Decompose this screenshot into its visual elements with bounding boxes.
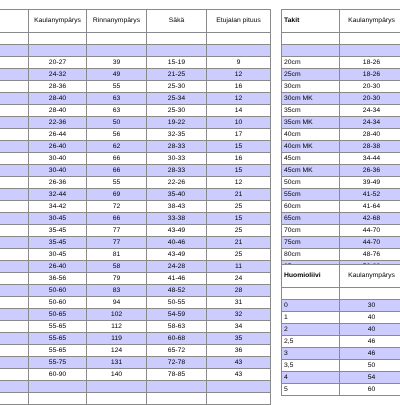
takit-row bbox=[282, 57, 400, 69]
main-cell: 77 bbox=[87, 237, 147, 249]
main-row bbox=[0, 45, 271, 57]
main-cell: 55-65 bbox=[29, 321, 87, 333]
main-cell: 36-56 bbox=[29, 273, 87, 285]
main-cell: 22-36 bbox=[29, 117, 87, 129]
huomio-cell bbox=[340, 288, 400, 300]
main-cell: 62 bbox=[87, 141, 147, 153]
takit-column-header: Takit bbox=[282, 10, 340, 33]
huomio-cell: 46 bbox=[340, 336, 400, 348]
main-cell: 24 bbox=[207, 273, 271, 285]
huomio-row bbox=[282, 324, 400, 336]
huomio-header-row bbox=[282, 265, 400, 288]
main-row bbox=[0, 33, 271, 45]
main-cell: 32 bbox=[207, 309, 271, 321]
main-cell: 140 bbox=[87, 369, 147, 381]
main-cell: 43-49 bbox=[147, 225, 207, 237]
main-cell: 78-85 bbox=[147, 369, 207, 381]
takit-cell: 20-30 bbox=[340, 81, 400, 93]
main-cell: 26-44 bbox=[29, 129, 87, 141]
huomio-cell: 54 bbox=[340, 372, 400, 384]
huomio-cell: 50 bbox=[340, 360, 400, 372]
main-row bbox=[0, 57, 271, 69]
main-cell bbox=[0, 345, 29, 357]
huomio-row bbox=[282, 372, 400, 384]
main-cell bbox=[207, 393, 271, 405]
takit-row bbox=[282, 201, 400, 213]
takit-row bbox=[282, 189, 400, 201]
takit-cell bbox=[282, 33, 340, 45]
main-row bbox=[0, 165, 271, 177]
main-cell bbox=[0, 141, 29, 153]
dog-size-table bbox=[0, 9, 271, 405]
takit-cell: 28-40 bbox=[340, 129, 400, 141]
main-cell: 14 bbox=[207, 105, 271, 117]
main-row bbox=[0, 357, 271, 369]
main-row bbox=[0, 129, 271, 141]
main-cell: 30-33 bbox=[147, 153, 207, 165]
main-cell bbox=[207, 381, 271, 393]
main-cell: 26-40 bbox=[29, 141, 87, 153]
main-cell bbox=[147, 45, 207, 57]
main-cell: 55-65 bbox=[29, 345, 87, 357]
main-cell bbox=[0, 45, 29, 57]
takit-row bbox=[282, 165, 400, 177]
main-cell bbox=[0, 369, 29, 381]
main-cell: 66 bbox=[87, 153, 147, 165]
huomio-row bbox=[282, 384, 400, 396]
huomio-row bbox=[282, 300, 400, 312]
main-cell: 12 bbox=[207, 69, 271, 81]
main-cell: 41-46 bbox=[147, 273, 207, 285]
main-row bbox=[0, 177, 271, 189]
huomio-cell: 5 bbox=[282, 384, 340, 396]
main-cell: 35-45 bbox=[29, 237, 87, 249]
takit-cell: 60cm bbox=[282, 201, 340, 213]
main-cell: 9 bbox=[207, 57, 271, 69]
main-cell bbox=[87, 45, 147, 57]
main-row bbox=[0, 93, 271, 105]
main-cell: 81 bbox=[87, 249, 147, 261]
main-column-header: Rinnanympärys bbox=[87, 10, 147, 33]
takit-row bbox=[282, 225, 400, 237]
main-cell bbox=[87, 33, 147, 45]
main-cell bbox=[0, 297, 29, 309]
main-cell: 15 bbox=[207, 213, 271, 225]
main-cell: 112 bbox=[87, 321, 147, 333]
takit-row bbox=[282, 237, 400, 249]
main-cell: 21 bbox=[207, 189, 271, 201]
takit-cell: 55cm bbox=[282, 189, 340, 201]
huomio-row bbox=[282, 288, 400, 300]
main-cell bbox=[0, 189, 29, 201]
main-cell bbox=[0, 33, 29, 45]
takit-cell: 39-49 bbox=[340, 177, 400, 189]
huomio-cell: 3 bbox=[282, 348, 340, 360]
main-cell: 50 bbox=[87, 117, 147, 129]
main-cell: 63 bbox=[87, 93, 147, 105]
main-header-row bbox=[0, 10, 271, 33]
huomio-cell: 30 bbox=[340, 300, 400, 312]
takit-row bbox=[282, 105, 400, 117]
main-cell bbox=[147, 33, 207, 45]
main-cell: 21 bbox=[207, 237, 271, 249]
huomioliivi-size-table bbox=[281, 264, 400, 396]
main-cell bbox=[207, 33, 271, 45]
takit-cell: 42-68 bbox=[340, 213, 400, 225]
main-cell bbox=[0, 165, 29, 177]
main-cell bbox=[0, 309, 29, 321]
main-cell: 60-90 bbox=[29, 369, 87, 381]
main-cell bbox=[0, 177, 29, 189]
takit-row bbox=[282, 81, 400, 93]
takit-cell bbox=[282, 45, 340, 57]
takit-cell: 20cm bbox=[282, 57, 340, 69]
main-cell: 26-36 bbox=[29, 177, 87, 189]
main-cell: 30-45 bbox=[29, 213, 87, 225]
takit-cell: 18-26 bbox=[340, 57, 400, 69]
takit-cell: 75cm bbox=[282, 237, 340, 249]
main-cell bbox=[0, 201, 29, 213]
main-row bbox=[0, 333, 271, 345]
main-cell: 131 bbox=[87, 357, 147, 369]
main-cell: 58 bbox=[87, 261, 147, 273]
main-cell: 56 bbox=[87, 129, 147, 141]
main-row bbox=[0, 69, 271, 81]
main-cell: 28-33 bbox=[147, 165, 207, 177]
main-cell bbox=[0, 393, 29, 405]
huomio-cell: 1 bbox=[282, 312, 340, 324]
main-cell: 35-45 bbox=[29, 225, 87, 237]
main-cell: 11 bbox=[207, 261, 271, 273]
main-cell: 119 bbox=[87, 333, 147, 345]
main-cell: 24-32 bbox=[29, 69, 87, 81]
main-cell: 32-44 bbox=[29, 189, 87, 201]
main-cell: 25 bbox=[207, 201, 271, 213]
main-cell: 26-40 bbox=[29, 261, 87, 273]
main-cell: 43-49 bbox=[147, 249, 207, 261]
huomio-row bbox=[282, 336, 400, 348]
main-cell: 28-40 bbox=[29, 93, 87, 105]
takit-cell: 35cm MK bbox=[282, 117, 340, 129]
main-cell: 94 bbox=[87, 297, 147, 309]
main-cell: 79 bbox=[87, 273, 147, 285]
huomio-column-header: Huomioliivi bbox=[282, 265, 340, 288]
main-cell: 55 bbox=[87, 81, 147, 93]
takit-row bbox=[282, 69, 400, 81]
takit-row bbox=[282, 45, 400, 57]
main-row bbox=[0, 309, 271, 321]
main-cell: 77 bbox=[87, 225, 147, 237]
main-cell: 50-60 bbox=[29, 285, 87, 297]
takit-row bbox=[282, 93, 400, 105]
main-cell bbox=[147, 393, 207, 405]
main-cell: 38-43 bbox=[147, 201, 207, 213]
main-cell: 58-63 bbox=[147, 321, 207, 333]
huomio-cell: 40 bbox=[340, 312, 400, 324]
main-row bbox=[0, 189, 271, 201]
main-cell: 12 bbox=[207, 177, 271, 189]
huomio-cell: 4 bbox=[282, 372, 340, 384]
main-row bbox=[0, 81, 271, 93]
main-row bbox=[0, 321, 271, 333]
main-cell bbox=[147, 381, 207, 393]
main-cell bbox=[0, 129, 29, 141]
main-cell: 124 bbox=[87, 345, 147, 357]
huomio-row bbox=[282, 360, 400, 372]
main-cell bbox=[0, 69, 29, 81]
main-cell bbox=[0, 213, 29, 225]
takit-header-row bbox=[282, 10, 400, 33]
main-cell: 66 bbox=[87, 165, 147, 177]
takit-row bbox=[282, 141, 400, 153]
takit-row bbox=[282, 153, 400, 165]
main-cell: 20-27 bbox=[29, 57, 87, 69]
main-cell bbox=[207, 45, 271, 57]
main-cell bbox=[0, 225, 29, 237]
main-cell: 28-36 bbox=[29, 81, 87, 93]
main-cell: 17 bbox=[207, 129, 271, 141]
main-row bbox=[0, 201, 271, 213]
main-row bbox=[0, 249, 271, 261]
main-cell: 25 bbox=[207, 249, 271, 261]
takit-cell: 25cm bbox=[282, 69, 340, 81]
main-cell bbox=[0, 153, 29, 165]
takit-row bbox=[282, 117, 400, 129]
takit-cell: 40cm bbox=[282, 129, 340, 141]
main-cell: 55 bbox=[87, 177, 147, 189]
main-cell: 72-78 bbox=[147, 357, 207, 369]
main-column-header bbox=[0, 10, 29, 33]
takit-cell bbox=[340, 33, 400, 45]
takit-row bbox=[282, 177, 400, 189]
main-cell: 34 bbox=[207, 321, 271, 333]
main-cell bbox=[87, 393, 147, 405]
main-cell bbox=[0, 285, 29, 297]
main-cell: 50-65 bbox=[29, 309, 87, 321]
takit-row bbox=[282, 213, 400, 225]
main-row bbox=[0, 237, 271, 249]
main-cell: 30-40 bbox=[29, 165, 87, 177]
main-cell bbox=[0, 93, 29, 105]
main-cell: 66 bbox=[87, 213, 147, 225]
main-cell bbox=[0, 357, 29, 369]
main-cell bbox=[0, 321, 29, 333]
takit-cell: 45cm MK bbox=[282, 165, 340, 177]
main-cell: 36 bbox=[207, 345, 271, 357]
huomio-column-header: Kaulanympärys bbox=[340, 265, 400, 288]
main-cell: 48-52 bbox=[147, 285, 207, 297]
main-row bbox=[0, 369, 271, 381]
takit-cell bbox=[340, 45, 400, 57]
takit-cell: 41-64 bbox=[340, 201, 400, 213]
main-cell: 30-40 bbox=[29, 153, 87, 165]
takit-cell: 24-34 bbox=[340, 105, 400, 117]
main-cell: 16 bbox=[207, 81, 271, 93]
takit-cell: 44-70 bbox=[340, 237, 400, 249]
main-row bbox=[0, 273, 271, 285]
main-cell bbox=[0, 381, 29, 393]
main-cell: 12 bbox=[207, 93, 271, 105]
takit-cell: 35cm bbox=[282, 105, 340, 117]
main-cell: 60-68 bbox=[147, 333, 207, 345]
main-cell: 24-28 bbox=[147, 261, 207, 273]
takit-column-header: Kaulanympärys bbox=[340, 10, 400, 33]
main-row bbox=[0, 117, 271, 129]
main-cell: 102 bbox=[87, 309, 147, 321]
main-cell bbox=[0, 261, 29, 273]
huomio-cell: 40 bbox=[340, 324, 400, 336]
main-cell bbox=[0, 237, 29, 249]
huomio-cell bbox=[282, 288, 340, 300]
main-cell: 21-25 bbox=[147, 69, 207, 81]
main-row bbox=[0, 153, 271, 165]
main-cell: 15-19 bbox=[147, 57, 207, 69]
main-cell bbox=[0, 57, 29, 69]
main-column-header: Etujalan pituus bbox=[207, 10, 271, 33]
main-cell: 54-59 bbox=[147, 309, 207, 321]
main-cell bbox=[0, 333, 29, 345]
huomio-row bbox=[282, 348, 400, 360]
main-cell: 33-38 bbox=[147, 213, 207, 225]
main-cell bbox=[29, 393, 87, 405]
main-cell: 16 bbox=[207, 153, 271, 165]
main-row bbox=[0, 297, 271, 309]
takit-cell: 50cm bbox=[282, 177, 340, 189]
takit-cell: 20-30 bbox=[340, 93, 400, 105]
main-cell: 34-42 bbox=[29, 201, 87, 213]
main-row bbox=[0, 213, 271, 225]
takit-cell: 28-38 bbox=[340, 141, 400, 153]
takit-cell: 34-44 bbox=[340, 153, 400, 165]
main-cell: 65-72 bbox=[147, 345, 207, 357]
main-cell: 25-30 bbox=[147, 81, 207, 93]
takit-cell: 70cm bbox=[282, 225, 340, 237]
huomio-cell: 0 bbox=[282, 300, 340, 312]
main-cell: 25-34 bbox=[147, 93, 207, 105]
main-cell: 25-30 bbox=[147, 105, 207, 117]
main-cell: 28-40 bbox=[29, 105, 87, 117]
main-column-header: Kaulanympärys bbox=[29, 10, 87, 33]
main-cell: 43 bbox=[207, 357, 271, 369]
takit-cell: 48-76 bbox=[340, 249, 400, 261]
takit-size-table bbox=[281, 9, 400, 273]
main-row bbox=[0, 285, 271, 297]
huomio-cell: 3,5 bbox=[282, 360, 340, 372]
takit-cell: 40cm MK bbox=[282, 141, 340, 153]
main-cell: 35-40 bbox=[147, 189, 207, 201]
main-cell bbox=[87, 381, 147, 393]
main-cell bbox=[29, 33, 87, 45]
main-cell bbox=[0, 105, 29, 117]
main-cell bbox=[0, 249, 29, 261]
huomio-cell: 60 bbox=[340, 384, 400, 396]
takit-row bbox=[282, 33, 400, 45]
takit-cell: 80cm bbox=[282, 249, 340, 261]
main-cell: 55-65 bbox=[29, 333, 87, 345]
takit-cell: 44-70 bbox=[340, 225, 400, 237]
main-cell: 50-60 bbox=[29, 297, 87, 309]
main-cell bbox=[0, 81, 29, 93]
main-row bbox=[0, 345, 271, 357]
main-cell: 39 bbox=[87, 57, 147, 69]
main-cell bbox=[0, 117, 29, 129]
main-cell bbox=[29, 45, 87, 57]
main-cell: 83 bbox=[87, 285, 147, 297]
main-cell: 69 bbox=[87, 189, 147, 201]
main-cell: 30-45 bbox=[29, 249, 87, 261]
main-row bbox=[0, 381, 271, 393]
main-cell: 43 bbox=[207, 369, 271, 381]
main-cell: 40-46 bbox=[147, 237, 207, 249]
takit-cell: 18-26 bbox=[340, 69, 400, 81]
main-cell: 50-55 bbox=[147, 297, 207, 309]
main-cell: 55-75 bbox=[29, 357, 87, 369]
main-cell: 15 bbox=[207, 165, 271, 177]
main-cell: 19-22 bbox=[147, 117, 207, 129]
main-cell: 72 bbox=[87, 201, 147, 213]
huomio-cell: 2,5 bbox=[282, 336, 340, 348]
main-row bbox=[0, 393, 271, 405]
main-cell: 32-35 bbox=[147, 129, 207, 141]
main-cell: 49 bbox=[87, 69, 147, 81]
main-cell: 28 bbox=[207, 285, 271, 297]
main-cell bbox=[29, 381, 87, 393]
huomio-cell: 2 bbox=[282, 324, 340, 336]
main-row bbox=[0, 261, 271, 273]
main-column-header: Säkä bbox=[147, 10, 207, 33]
takit-cell: 30cm MK bbox=[282, 93, 340, 105]
takit-row bbox=[282, 129, 400, 141]
main-cell: 63 bbox=[87, 105, 147, 117]
main-cell: 22-26 bbox=[147, 177, 207, 189]
huomio-row bbox=[282, 312, 400, 324]
main-row bbox=[0, 225, 271, 237]
main-row bbox=[0, 105, 271, 117]
main-cell: 28-33 bbox=[147, 141, 207, 153]
takit-cell: 30cm bbox=[282, 81, 340, 93]
takit-cell: 26-36 bbox=[340, 165, 400, 177]
main-row bbox=[0, 141, 271, 153]
main-cell bbox=[0, 273, 29, 285]
takit-cell: 65cm bbox=[282, 213, 340, 225]
main-cell: 25 bbox=[207, 225, 271, 237]
takit-cell: 45cm bbox=[282, 153, 340, 165]
main-cell: 31 bbox=[207, 297, 271, 309]
takit-cell: 41-52 bbox=[340, 189, 400, 201]
huomio-cell: 46 bbox=[340, 348, 400, 360]
takit-row bbox=[282, 249, 400, 261]
takit-cell: 24-34 bbox=[340, 117, 400, 129]
main-cell: 10 bbox=[207, 117, 271, 129]
main-cell: 35 bbox=[207, 333, 271, 345]
main-cell: 15 bbox=[207, 141, 271, 153]
